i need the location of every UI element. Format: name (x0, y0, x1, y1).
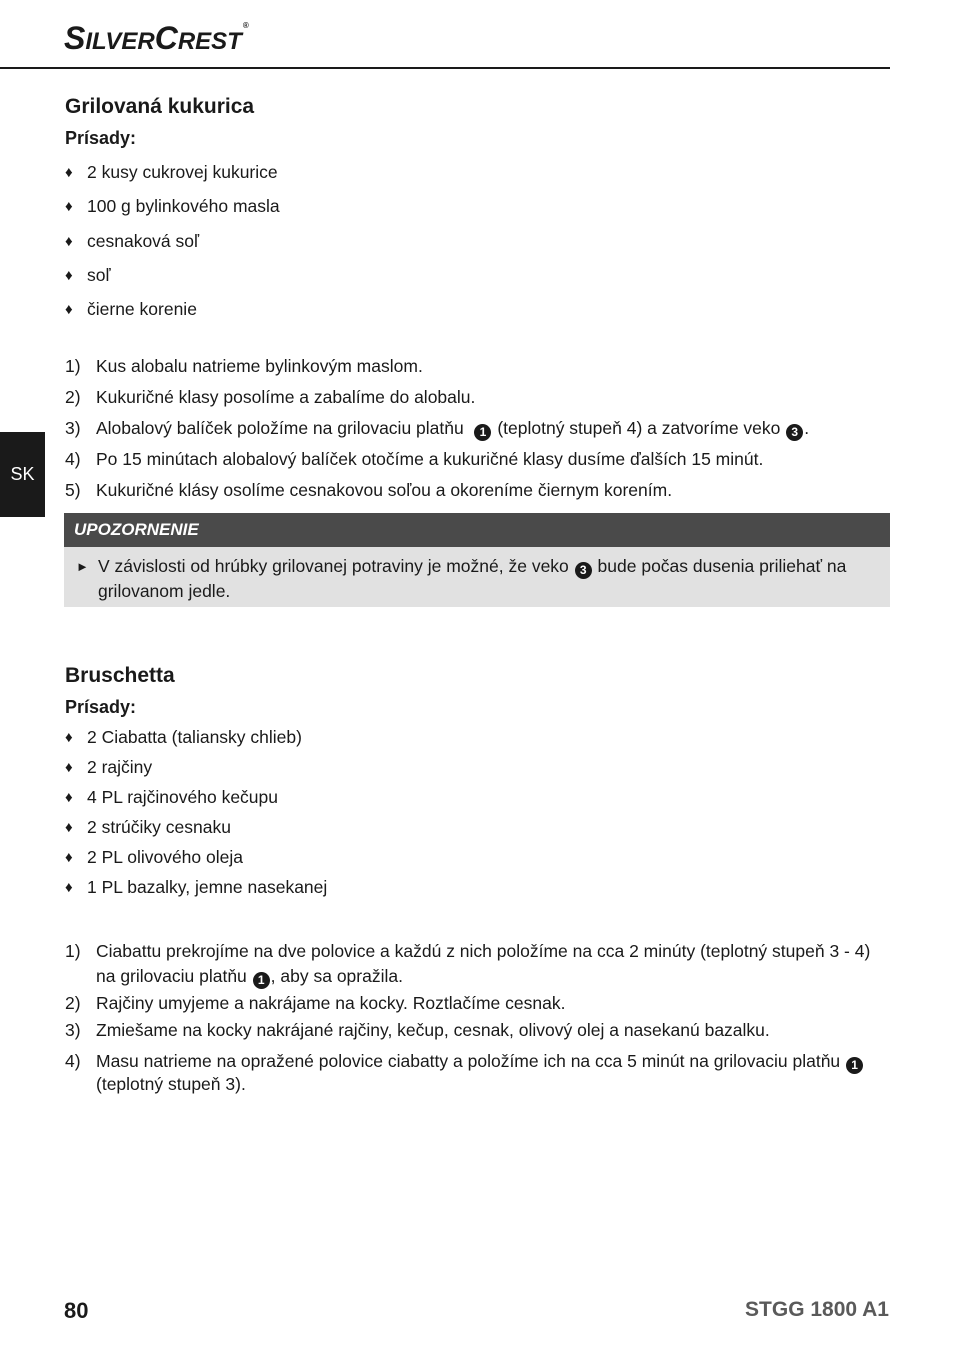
list-item: ♦ 2 rajčiny (65, 757, 153, 777)
page-number: 80 (64, 1298, 89, 1323)
part-reference-icon: 3 (786, 424, 803, 441)
list-item: ♦ 2 strúčiky cesnaku (65, 817, 231, 837)
diamond-bullet-icon: ♦ (65, 233, 73, 250)
step-item: 3) Alobalový balíček položíme na grilovaciu platňu 1 (teplotný stupeň 4) a zatvoríme veko 3 . (65, 418, 810, 439)
part-reference-icon: 3 (575, 562, 592, 579)
part-reference-icon: 1 (253, 972, 270, 989)
diamond-bullet-icon: ♦ (65, 789, 73, 806)
diamond-bullet-icon: ♦ (65, 164, 73, 181)
diamond-bullet-icon: ♦ (65, 729, 73, 746)
diamond-bullet-icon: ♦ (65, 879, 73, 896)
diamond-bullet-icon: ♦ (65, 849, 73, 866)
note-body (64, 547, 890, 607)
diamond-bullet-icon: ♦ (65, 819, 73, 836)
list-item: ♦ 2 Ciabatta (taliansky chlieb) (65, 727, 302, 747)
step-item: 2) Rajčiny umyjeme a nakrájame na kocky. Roztlačíme cesnak. (65, 993, 566, 1013)
list-item: ♦ čierne korenie (65, 299, 197, 319)
note-heading: UPOZORNENIE (64, 513, 890, 547)
recipe-title: Bruschetta (65, 664, 175, 687)
logo-text: REST (177, 28, 242, 55)
recipe-title: Grilovaná kukurica (65, 95, 255, 118)
list-item: ♦ 4 PL rajčinového kečupu (65, 787, 279, 807)
part-reference-icon: 1 (846, 1057, 863, 1074)
diamond-bullet-icon: ♦ (65, 301, 73, 318)
brand-logo (64, 22, 249, 54)
part-reference-icon: 1 (474, 424, 491, 441)
steps-list (65, 354, 890, 503)
step-item: 3) Zmiešame na kocky nakrájané rajčiny, kečup, cesnak, olivový olej a nasekanú bazalku. (65, 1020, 770, 1040)
step-item: 1) Ciabattu prekrojíme na dve polovice a každú z nich položíme na cca 2 minúty (teplotný stupeň 3 - 4) na grilovaciu platňu 1 , aby sa opražila. (65, 941, 871, 987)
ingredients-label: Prísady: (65, 697, 137, 717)
list-item: ♦ 2 PL olivového oleja (65, 847, 243, 867)
registered-mark: ® (242, 21, 249, 30)
step-item: 4) Po 15 minútach alobalový balíček otočíme a kukuričné klasy dusíme ďalších 15 minút. (65, 449, 764, 469)
header-divider (0, 67, 890, 69)
step-item: 5) Kukuričné klásy osolíme cesnakovou soľou a okoreníme čiernym korením. (65, 480, 673, 500)
logo-letter: S (64, 20, 86, 56)
arrow-right-icon: ► (76, 559, 89, 574)
step-item: 1) Kus alobalu natrieme bylinkovým maslom. (65, 356, 423, 376)
list-item: ♦ 100 g bylinkového masla (65, 196, 280, 216)
diamond-bullet-icon: ♦ (65, 267, 73, 284)
list-item: ♦ 1 PL bazalky, jemne nasekanej (65, 877, 328, 897)
language-tab-label: SK (10, 464, 35, 484)
list-item: ♦ 2 kusy cukrovej kukurice (65, 162, 278, 182)
diamond-bullet-icon: ♦ (65, 198, 73, 215)
logo-letter: C (154, 20, 178, 56)
language-tab (0, 432, 45, 517)
steps-list (65, 939, 890, 1095)
step-item: 4) Masu natrieme na opražené polovice ciabatty a položíme ich na cca 5 minút na grilovaciu platňu 1 (teplotný stupeň 3). (65, 1049, 890, 1095)
diamond-bullet-icon: ♦ (65, 759, 73, 776)
model-number: STGG 1800 A1 (745, 1298, 889, 1321)
step-item: 2) Kukuričné klasy posolíme a zabalíme do alobalu. (65, 387, 476, 407)
note-text: V závislosti od hrúbky grilovanej potraviny je možné, že veko 3 bude počas dusenia priliehať na grilovanom jedle. (98, 556, 847, 601)
list-item: ♦ soľ (65, 265, 111, 285)
ingredients-label: Prísady: (65, 128, 137, 148)
list-item: ♦ cesnaková soľ (65, 231, 200, 251)
logo-text: ILVER (85, 28, 155, 55)
